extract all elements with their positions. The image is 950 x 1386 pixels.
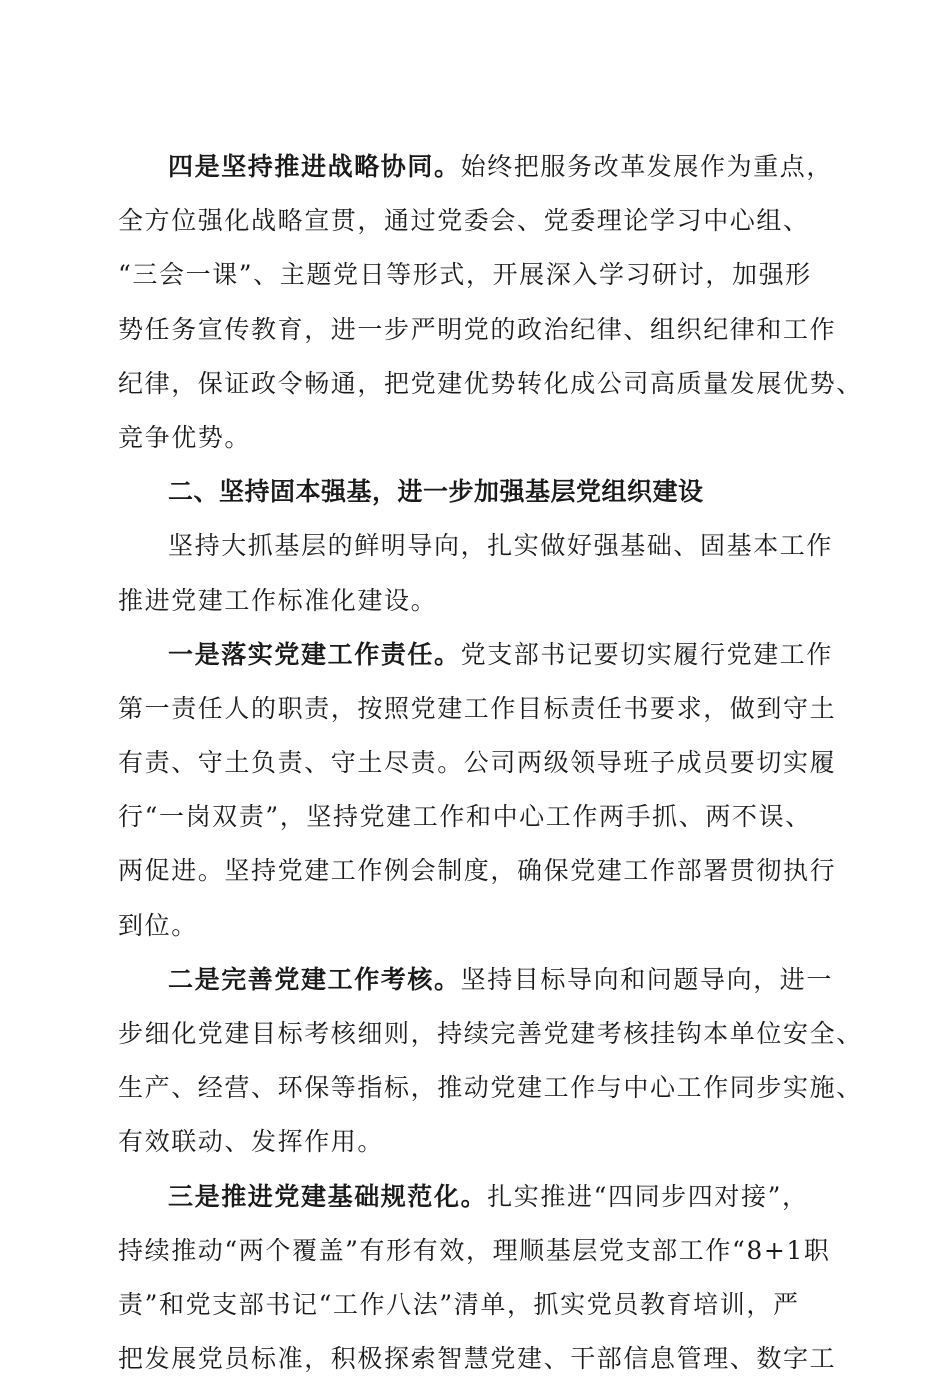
paragraph-text: 党支部书记要切实履行党建工作 xyxy=(460,639,834,669)
paragraph-line: 持续推动“两个覆盖”有形有效，理顺基层党支部工作“8+1职 xyxy=(118,1235,831,1265)
paragraph-lead: 四是坚持推进战略协同。 xyxy=(168,152,461,181)
document-page xyxy=(118,140,863,1386)
paragraph-line: 坚持大抓基层的鲜明导向，扎实做好强基础、固基本工作 xyxy=(168,531,834,561)
paragraph-line: 两促进。坚持党建工作例会制度，确保党建工作部署贯彻执行 xyxy=(118,856,837,886)
paragraph-line: 纪律，保证政令畅通，把党建优势转化成公司高质量发展优势、 xyxy=(118,368,863,398)
paragraph-line xyxy=(118,953,840,1007)
paragraph-line: 竞争优势。 xyxy=(118,422,252,452)
paragraph-text: 扎实推进“四同步四对接”， xyxy=(487,1181,809,1211)
paragraph-lead: 二是完善党建工作考核。 xyxy=(168,964,461,994)
paragraph-line: 推进党建工作标准化建设。 xyxy=(118,585,438,615)
paragraph-line: 生产、经营、环保等指标，推动党建工作与中心工作同步实施、 xyxy=(118,1073,863,1103)
paragraph-line: 有效联动、发挥作用。 xyxy=(118,1127,385,1157)
paragraph-line: 第一责任人的职责，按照党建工作目标责任书要求，做到守土 xyxy=(118,693,837,723)
paragraph-line: 有责、守土负责、守土尽责。公司两级领导班子成员要切实履 xyxy=(118,748,837,778)
paragraph-lead: 一是落实党建工作责任。 xyxy=(168,639,461,669)
paragraph-text: 始终把服务改革发展作为重点， xyxy=(460,152,834,181)
section-heading: 二、坚持固本强基，进一步加强基层党组织建设 xyxy=(168,477,704,507)
paragraph-line: 势任务宣传教育，进一步严明党的政治纪律、组织纪律和工作 xyxy=(118,314,837,344)
paragraph-line: 步细化党建目标考核细则，持续完善党建考核挂钩本单位安全、 xyxy=(118,1019,863,1048)
paragraph-line: 行“一岗双责”，坚持党建工作和中心工作两手抓、两不误、 xyxy=(118,802,812,832)
paragraph-line: “三会一课”、主题党日等形式，开展深入学习研讨，加强形 xyxy=(118,260,812,290)
paragraph-line xyxy=(118,1170,840,1224)
paragraph-line: 到位。 xyxy=(118,910,198,940)
paragraph-line: 把发展党员标准，积极探索智慧党建、干部信息管理、数字工 xyxy=(118,1344,837,1374)
paragraph-line: 责”和党支部书记“工作八法”清单，抓实党员教育培训，严 xyxy=(118,1289,800,1319)
paragraph-line xyxy=(118,140,840,194)
paragraph-text: 坚持目标导向和问题导向，进一 xyxy=(460,964,834,994)
paragraph-line: 全方位强化战略宣贯，通过党委会、党委理论学习中心组、 xyxy=(118,206,810,236)
paragraph-line xyxy=(118,628,840,682)
paragraph-lead: 三是推进党建基础规范化。 xyxy=(168,1181,488,1211)
